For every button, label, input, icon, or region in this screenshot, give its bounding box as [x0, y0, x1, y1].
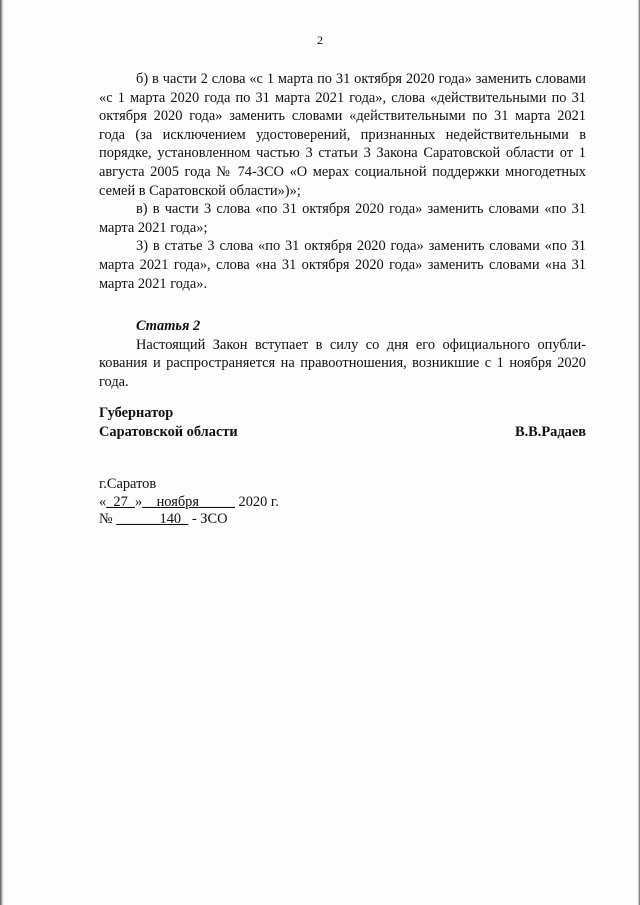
date-line	[99, 494, 279, 512]
page-number: 2	[317, 33, 323, 47]
number-line	[99, 511, 279, 529]
city: г.Саратов	[99, 476, 157, 492]
law-body-text	[99, 70, 586, 392]
signature-position-line1: Губернатор	[99, 405, 174, 421]
date-day: _27_	[106, 493, 135, 510]
signature-block	[99, 404, 586, 442]
scan-edge-left	[0, 0, 4, 905]
article-2-title: Статья 2	[136, 318, 201, 335]
paragraph-v: в) в части 3 слова «по 31 октября 2020 года» заменить словами «по 31 марта 2021 года»;	[99, 201, 586, 236]
signature-name: В.В.Радаев	[514, 424, 586, 440]
date-month: __ноября_____	[142, 493, 235, 510]
signature-position-line2: Саратовской области	[99, 424, 238, 440]
number-suffix: - ЗСО	[188, 511, 228, 527]
date-close-quote: »	[134, 493, 143, 510]
paragraph-b: б) в части 2 слова «с 1 марта по 31 октября 2020 года» заменить словами «с 1 марта 2020 года по 31 марта 2021 года», слова «действительными по 31 октября 2020 года» заменить словами «действительными по 31 марта 2021 года (за исключением удостоверений, признанных недействительными в порядке, установленном частью 3 статьи 3 Закона Саратовской области от 1 августа 2005 года № 74-ЗСО «О мерах социальной поддержки многодетных семей в Саратовской области»)»;	[99, 71, 586, 199]
paragraph-3: 3) в статье 3 слова «по 31 октября 2020 года» заменить словами «по 31 марта 2021 года», слова «на 31 октября 2020 года» заменить словами «на 31 марта 2021 года».	[99, 238, 586, 292]
number-value: ______140_	[116, 511, 189, 527]
place-date-block	[99, 476, 279, 529]
article-2-text: Настоящий Закон вступает в силу со дня его официального опубликования и распространяется на правоотношения, возникшие с 1 ноября 2020 года.	[99, 336, 586, 390]
date-year: 2020 г.	[234, 493, 279, 510]
date-open-quote: «	[99, 493, 107, 510]
number-prefix: №	[99, 511, 117, 527]
